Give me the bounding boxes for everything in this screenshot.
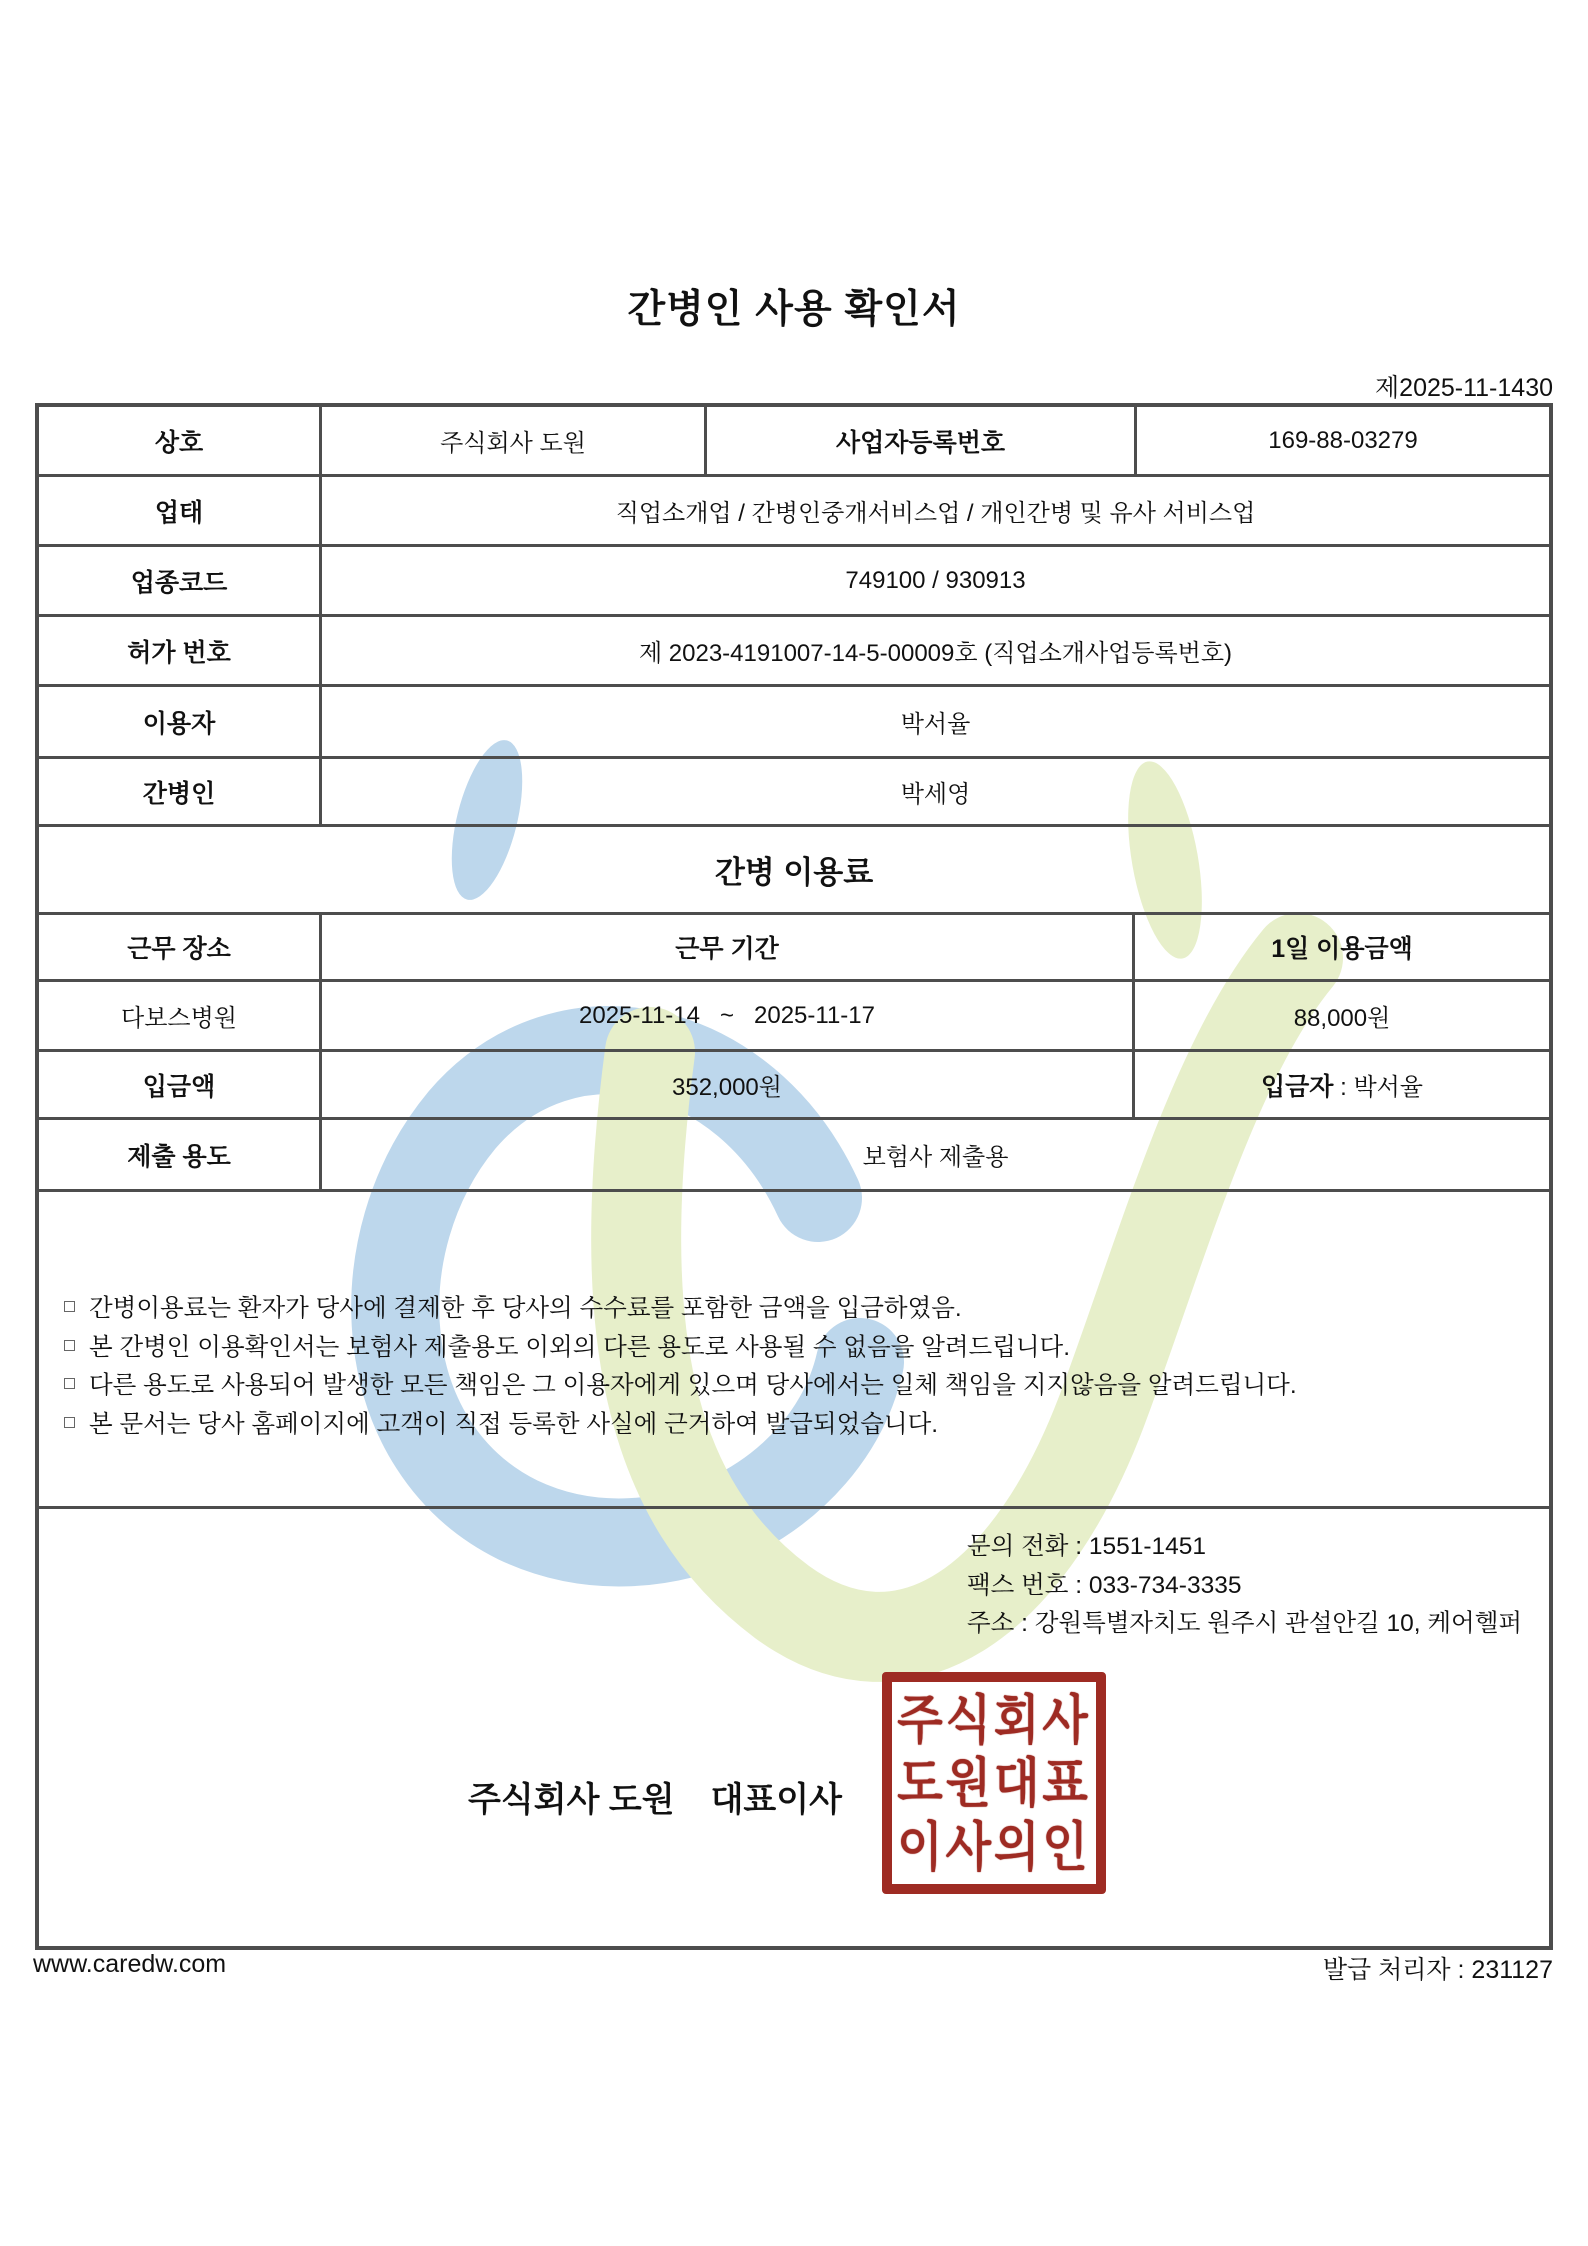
note-text: 본 간병인 이용확인서는 보험사 제출용도 이외의 다른 용도로 사용될 수 없음을 알려드립니다. [89,1333,1071,1361]
note-item [64,1406,1524,1445]
stamp-text-line: 도원대표 [897,1753,1091,1813]
company-value: 주식회사 도원 [319,407,704,474]
biz-reg-value: 169-88-03279 [1134,407,1549,474]
table-row-purpose [39,1117,1549,1189]
issuer-id: 발급 처리자 : 231127 [1322,1956,1553,1984]
table-row-industry-code [39,544,1549,614]
depositor-value: : 박서율 [1333,1074,1423,1101]
biz-type-value: 직업소개업 / 간병인중개서비스업 / 개인간병 및 유사 서비스업 [319,477,1549,544]
table-row-company [39,407,1549,474]
purpose-value: 보험사 제출용 [319,1120,1549,1189]
caregiver-label: 간병인 [142,779,216,808]
table-row-caregiver [39,756,1549,824]
user-value: 박서율 [319,687,1549,756]
deposit-value: 352,000원 [319,1052,1132,1117]
table-row-deposit [39,1049,1549,1117]
document-number: 제2025-11-1430 [1375,374,1553,402]
period-value: 2025-11-14 ~ 2025-11-17 [319,982,1132,1049]
permit-value: 제 2023-4191007-14-5-00009호 (직업소개사업등록번호) [319,617,1549,684]
corporate-seal-stamp [882,1672,1106,1894]
note-text: 다른 용도로 사용되어 발생한 모든 책임은 그 이용자에게 있으며 당사에서는 일체 책임을 지지않음을 알려드립니다. [89,1372,1297,1399]
notes-list [64,1290,1524,1444]
depositor-cell [1132,1052,1549,1117]
industry-code-value: 749100 / 930913 [319,547,1549,614]
main-table [35,403,1553,1950]
note-item [64,1290,1524,1329]
contact-info [967,1528,1522,1644]
period-header: 근무 기간 [319,915,1132,979]
depositor-label: 입금자 [1260,1072,1334,1101]
biz-reg-label: 사업자등록번호 [704,407,1134,474]
table-row-permit [39,614,1549,684]
workplace-header: 근무 장소 [127,935,231,963]
square-bullet-icon [64,1417,75,1428]
square-bullet-icon [64,1378,75,1389]
stamp-text-line: 이사의인 [897,1816,1091,1876]
table-row-biz-type [39,474,1549,544]
note-text: 본 문서는 당사 홈페이지에 고객이 직접 등록한 사실에 근거하여 발급되었습니다. [89,1410,939,1438]
contact-phone: 문의 전화 : 1551-1451 [967,1533,1207,1560]
industry-code-label: 업종코드 [130,568,228,597]
fee-section-title: 간병 이용료 [714,855,874,890]
website-url: www.caredw.com [33,1950,227,1978]
daily-fee-header: 1일 이용금액 [1132,915,1549,979]
purpose-label: 제출 용도 [127,1142,231,1171]
signature-company: 주식회사 도원 [468,1781,675,1819]
user-label: 이용자 [142,709,216,738]
note-item [64,1329,1524,1368]
workplace-value: 다보스병원 [121,1005,237,1032]
note-item [64,1367,1524,1406]
daily-fee-value: 88,000원 [1132,982,1549,1049]
permit-label: 허가 번호 [127,638,231,667]
company-label: 상호 [154,428,204,457]
table-row-fee-section-header [39,824,1549,912]
table-row-user [39,684,1549,756]
table-row-fee-values [39,979,1549,1049]
contact-fax: 팩스 번호 : 033-734-3335 [967,1571,1242,1599]
contact-address: 주소 : 강원특별자치도 원주시 관설안길 10, 케어헬퍼 [967,1610,1523,1637]
square-bullet-icon [64,1340,75,1351]
note-text: 간병이용료는 환자가 당사에 결제한 후 당사의 수수료를 포함한 금액을 입금하였음. [89,1295,962,1322]
signature-line [395,1772,915,1821]
page-title: 간병인 사용 확인서 [627,288,961,331]
signature-ceo: 대표이사 [710,1781,842,1819]
biz-type-label: 업태 [154,498,204,527]
deposit-label: 입금액 [142,1072,216,1101]
caregiver-value: 박세영 [319,759,1549,824]
table-row-fee-headers [39,912,1549,979]
stamp-text-line: 주식회사 [897,1689,1091,1750]
square-bullet-icon [64,1301,75,1312]
